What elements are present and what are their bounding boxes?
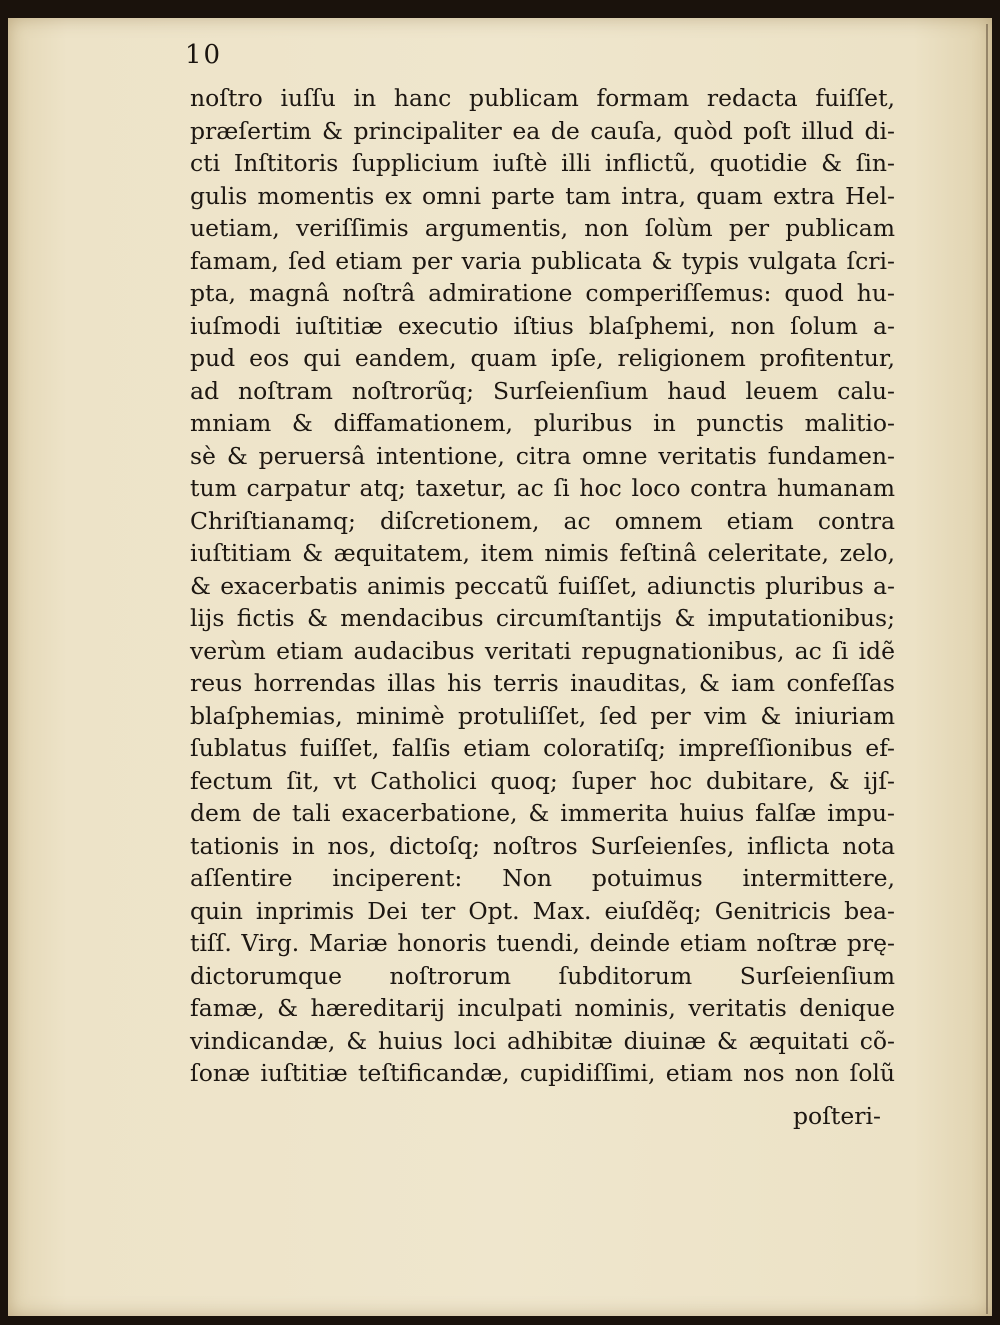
- text-line: cti Inſtitoris ſupplicium iuſtè illi inflictũ, quotidie & ſin-: [190, 149, 895, 177]
- text-line: pta, magnâ noſtrâ admiratione comperiſſemus: quod hu-: [190, 279, 895, 307]
- text-line: mniam & diffamationem, pluribus in punctis malitio-: [190, 409, 895, 437]
- text-line: præſertim & principaliter ea de cauſa, quòd poſt illud di-: [190, 116, 895, 145]
- text-line: dictorumque noſtrorum ſubditorum Surſeienſium: [190, 961, 895, 990]
- text-line: ad noſtram noſtrorũq; Surſeienſium haud leuem calu-: [190, 376, 895, 405]
- text-line: famæ, & hæreditarij inculpati nominis, veritatis denique: [190, 994, 895, 1022]
- page-edge-shadow: [986, 24, 988, 1314]
- text-line: ſonæ iuſtitiæ teſtificandæ, cupidiſſimi, etiam nos non ſolũ: [190, 1059, 895, 1087]
- text-line: aſſentire inciperent: Non potuimus intermittere,: [190, 864, 895, 892]
- text-line: sè & peruersâ intentione, citra omne veritatis fundamen-: [190, 441, 895, 470]
- text-line: tationis in nos, dictoſq; noſtros Surſeienſes, inflicta nota: [190, 831, 895, 860]
- text-line: iuſmodi iuſtitiæ executio iſtius blaſphemi, non ſolum a-: [190, 311, 895, 340]
- text-line: uetiam, veriſſimis argumentis, non ſolùm per publicam: [190, 214, 895, 242]
- text-line: tiſſ. Virg. Mariæ honoris tuendi, deinde etiam noſtræ prę-: [190, 929, 895, 957]
- text-line: quin inprimis Dei ter Opt. Max. eiuſdẽq; Genitricis bea-: [190, 896, 895, 925]
- text-line: Chriſtianamq; diſcretionem, ac omnem etiam contra: [190, 506, 895, 535]
- text-line: & exacerbatis animis peccatũ fuiſſet, adiunctis pluribus a-: [190, 571, 895, 600]
- text-line: noſtro iuſſu in hanc publicam formam redacta fuiſſet,: [190, 84, 895, 112]
- catchword: poſteri-: [793, 1102, 881, 1130]
- text-line: dem de tali exacerbatione, & immerita huius falſæ impu-: [190, 799, 895, 827]
- text-line: verùm etiam audacibus veritati repugnationibus, ac ſi idẽ: [190, 636, 895, 665]
- text-line: pud eos qui eandem, quam ipſe, religionem profitentur,: [190, 344, 895, 372]
- text-line: lijs fictis & mendacibus circumſtantijs & imputationibus;: [190, 604, 895, 632]
- text-line: fectum ſit, vt Catholici quoq; ſuper hoc dubitare, & ijſ-: [190, 766, 895, 795]
- text-line: reus horrendas illas his terris inauditas, & iam confeſſas: [190, 669, 895, 697]
- text-line: blaſphemias, minimè protuliſſet, ſed per vim & iniuriam: [190, 701, 895, 730]
- text-line: iuſtitiam & æquitatem, item nimis feſtinâ celeritate, zelo,: [190, 539, 895, 567]
- body-text: [190, 82, 895, 1090]
- text-line: vindicandæ, & huius loci adhibitæ diuinæ & æquitati cõ-: [190, 1026, 895, 1055]
- text-line: tum carpatur atq; taxetur, ac ſi hoc loco contra humanam: [190, 474, 895, 502]
- text-line: gulis momentis ex omni parte tam intra, quam extra Hel-: [190, 181, 895, 210]
- text-line: ſublatus fuiſſet, falſis etiam coloratiſq; impreſſionibus ef-: [190, 734, 895, 762]
- text-line: famam, ſed etiam per varia publicata & typis vulgata ſcri-: [190, 246, 895, 275]
- page-number: 10: [185, 40, 223, 70]
